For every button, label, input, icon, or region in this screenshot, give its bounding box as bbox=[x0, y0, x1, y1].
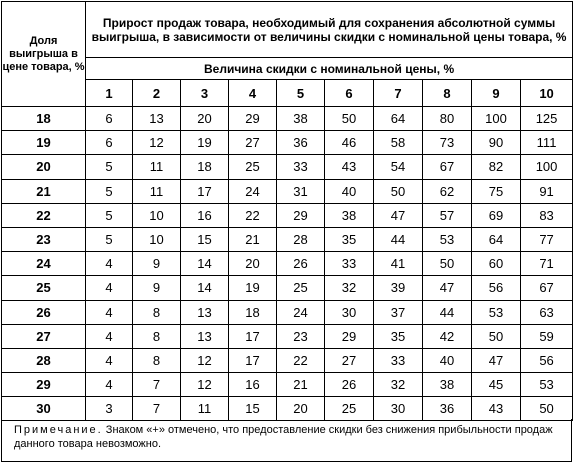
table-cell: 4 bbox=[86, 276, 133, 300]
table-cell: 90 bbox=[472, 131, 521, 155]
table-cell: 32 bbox=[374, 373, 423, 397]
table-cell: 14 bbox=[181, 252, 229, 276]
footnote-text: Знаком «+» отмечено, что предоставление скидки без снижения прибыльности продаж данного товара невозможно. bbox=[14, 424, 553, 450]
column-header: 4 bbox=[229, 80, 277, 107]
row-label: 20 bbox=[2, 155, 86, 179]
table-cell: 62 bbox=[423, 179, 472, 203]
table-cell: 50 bbox=[521, 397, 573, 421]
table-cell: 4 bbox=[86, 252, 133, 276]
table-cell: 43 bbox=[472, 397, 521, 421]
row-header: Доля выигрыша в цене товара, % bbox=[2, 2, 86, 107]
row-label: 27 bbox=[2, 324, 86, 348]
table-cell: 13 bbox=[133, 107, 181, 131]
table-cell: 29 bbox=[325, 324, 374, 348]
column-header: 7 bbox=[374, 80, 423, 107]
table-cell: 9 bbox=[133, 252, 181, 276]
table-cell: 80 bbox=[423, 107, 472, 131]
table-cell: 8 bbox=[133, 300, 181, 324]
table-row bbox=[2, 397, 573, 421]
table-cell: 50 bbox=[472, 324, 521, 348]
table-cell: 43 bbox=[325, 155, 374, 179]
table-cell: 25 bbox=[229, 155, 277, 179]
table-cell: 77 bbox=[521, 227, 573, 251]
footnote bbox=[1, 419, 572, 462]
table-row bbox=[2, 131, 573, 155]
footnote-prefix: Примечание. bbox=[14, 424, 103, 436]
table-cell: 35 bbox=[325, 227, 374, 251]
table-cell: 22 bbox=[229, 203, 277, 227]
table-cell: 91 bbox=[521, 179, 573, 203]
table-cell: 30 bbox=[325, 300, 374, 324]
row-label: 30 bbox=[2, 397, 86, 421]
table-cell: 18 bbox=[229, 300, 277, 324]
table-cell: 4 bbox=[86, 348, 133, 372]
table-row bbox=[2, 107, 573, 131]
table-cell: 14 bbox=[181, 276, 229, 300]
table-cell: 67 bbox=[423, 155, 472, 179]
table-cell: 17 bbox=[229, 324, 277, 348]
table-cell: 38 bbox=[277, 107, 325, 131]
table-cell: 32 bbox=[325, 276, 374, 300]
table-cell: 53 bbox=[472, 300, 521, 324]
table-cell: 67 bbox=[521, 276, 573, 300]
table-cell: 45 bbox=[472, 373, 521, 397]
table-row bbox=[2, 348, 573, 372]
column-header: 6 bbox=[325, 80, 374, 107]
table-cell: 64 bbox=[472, 227, 521, 251]
table-row bbox=[2, 203, 573, 227]
row-label: 26 bbox=[2, 300, 86, 324]
table-cell: 19 bbox=[229, 276, 277, 300]
table-cell: 9 bbox=[133, 276, 181, 300]
table-cell: 15 bbox=[229, 397, 277, 421]
table-cell: 46 bbox=[325, 131, 374, 155]
table-cell: 47 bbox=[472, 348, 521, 372]
table-cell: 83 bbox=[521, 203, 573, 227]
row-label: 19 bbox=[2, 131, 86, 155]
table-row bbox=[2, 155, 573, 179]
table-cell: 111 bbox=[521, 131, 573, 155]
column-header-row bbox=[2, 80, 573, 107]
table-cell: 82 bbox=[472, 155, 521, 179]
row-label: 23 bbox=[2, 227, 86, 251]
row-label: 25 bbox=[2, 276, 86, 300]
table-row bbox=[2, 300, 573, 324]
table-row bbox=[2, 227, 573, 251]
table-cell: 69 bbox=[472, 203, 521, 227]
table-cell: 17 bbox=[229, 348, 277, 372]
table-cell: 26 bbox=[325, 373, 374, 397]
column-header: 10 bbox=[521, 80, 573, 107]
table-cell: 15 bbox=[181, 227, 229, 251]
row-label: 21 bbox=[2, 179, 86, 203]
table-cell: 26 bbox=[277, 252, 325, 276]
table-cell: 36 bbox=[277, 131, 325, 155]
table-cell: 12 bbox=[181, 348, 229, 372]
table-cell: 13 bbox=[181, 324, 229, 348]
row-label: 29 bbox=[2, 373, 86, 397]
table-cell: 71 bbox=[521, 252, 573, 276]
table-cell: 24 bbox=[277, 300, 325, 324]
table-cell: 5 bbox=[86, 155, 133, 179]
column-header: 8 bbox=[423, 80, 472, 107]
table-cell: 56 bbox=[472, 276, 521, 300]
table-cell: 18 bbox=[181, 155, 229, 179]
table-cell: 7 bbox=[133, 397, 181, 421]
table-cell: 5 bbox=[86, 203, 133, 227]
table-cell: 64 bbox=[374, 107, 423, 131]
table-cell: 35 bbox=[374, 324, 423, 348]
table-cell: 40 bbox=[325, 179, 374, 203]
table-cell: 44 bbox=[423, 300, 472, 324]
table-cell: 4 bbox=[86, 300, 133, 324]
table-cell: 53 bbox=[521, 373, 573, 397]
table-cell: 58 bbox=[374, 131, 423, 155]
table-cell: 60 bbox=[472, 252, 521, 276]
table-cell: 4 bbox=[86, 373, 133, 397]
table-cell: 56 bbox=[521, 348, 573, 372]
table-cell: 40 bbox=[423, 348, 472, 372]
table-cell: 63 bbox=[521, 300, 573, 324]
table-cell: 47 bbox=[374, 203, 423, 227]
table-cell: 12 bbox=[181, 373, 229, 397]
table-cell: 50 bbox=[325, 107, 374, 131]
column-header: 3 bbox=[181, 80, 229, 107]
column-header: 9 bbox=[472, 80, 521, 107]
table-cell: 44 bbox=[374, 227, 423, 251]
table-cell: 12 bbox=[133, 131, 181, 155]
discount-sales-table bbox=[1, 1, 573, 421]
table-cell: 16 bbox=[229, 373, 277, 397]
table-cell: 36 bbox=[423, 397, 472, 421]
table-cell: 11 bbox=[181, 397, 229, 421]
table-cell: 54 bbox=[374, 155, 423, 179]
table-cell: 100 bbox=[472, 107, 521, 131]
table-cell: 41 bbox=[374, 252, 423, 276]
table-cell: 20 bbox=[277, 397, 325, 421]
table-cell: 33 bbox=[325, 252, 374, 276]
table-cell: 6 bbox=[86, 107, 133, 131]
table-cell: 100 bbox=[521, 155, 573, 179]
table-cell: 21 bbox=[229, 227, 277, 251]
table-row bbox=[2, 373, 573, 397]
table-cell: 50 bbox=[423, 252, 472, 276]
table-cell: 38 bbox=[325, 203, 374, 227]
row-label: 28 bbox=[2, 348, 86, 372]
table-cell: 53 bbox=[423, 227, 472, 251]
table-cell: 11 bbox=[133, 155, 181, 179]
table-subtitle: Величина скидки с номинальной цены, % bbox=[86, 58, 573, 80]
table-cell: 22 bbox=[277, 348, 325, 372]
table-cell: 31 bbox=[277, 179, 325, 203]
table-cell: 125 bbox=[521, 107, 573, 131]
table-cell: 30 bbox=[374, 397, 423, 421]
row-label: 18 bbox=[2, 107, 86, 131]
row-label: 24 bbox=[2, 252, 86, 276]
table-cell: 38 bbox=[423, 373, 472, 397]
column-header: 1 bbox=[86, 80, 133, 107]
table-title: Прирост продаж товара, необходимый для сохранения абсолютной суммы выигрыша, в зависимости от величины скидки с номинальной цены товара, % bbox=[86, 2, 573, 58]
table-cell: 20 bbox=[229, 252, 277, 276]
table-cell: 3 bbox=[86, 397, 133, 421]
table-cell: 27 bbox=[325, 348, 374, 372]
table-cell: 8 bbox=[133, 324, 181, 348]
table-cell: 73 bbox=[423, 131, 472, 155]
table-cell: 50 bbox=[374, 179, 423, 203]
table-cell: 25 bbox=[277, 276, 325, 300]
table-cell: 59 bbox=[521, 324, 573, 348]
table-cell: 37 bbox=[374, 300, 423, 324]
table-cell: 75 bbox=[472, 179, 521, 203]
table-cell: 23 bbox=[277, 324, 325, 348]
table-cell: 39 bbox=[374, 276, 423, 300]
table-cell: 33 bbox=[277, 155, 325, 179]
table-row bbox=[2, 179, 573, 203]
table-cell: 47 bbox=[423, 276, 472, 300]
table-body bbox=[2, 107, 573, 421]
table-cell: 17 bbox=[181, 179, 229, 203]
table-cell: 33 bbox=[374, 348, 423, 372]
table-cell: 20 bbox=[181, 107, 229, 131]
table-cell: 8 bbox=[133, 348, 181, 372]
table-cell: 6 bbox=[86, 131, 133, 155]
table-cell: 27 bbox=[229, 131, 277, 155]
table-cell: 29 bbox=[277, 203, 325, 227]
table-cell: 11 bbox=[133, 179, 181, 203]
table-row bbox=[2, 276, 573, 300]
table-row bbox=[2, 324, 573, 348]
table-cell: 24 bbox=[229, 179, 277, 203]
table-cell: 16 bbox=[181, 203, 229, 227]
table-cell: 7 bbox=[133, 373, 181, 397]
table-cell: 19 bbox=[181, 131, 229, 155]
row-label: 22 bbox=[2, 203, 86, 227]
table-cell: 57 bbox=[423, 203, 472, 227]
table-cell: 29 bbox=[229, 107, 277, 131]
table-cell: 5 bbox=[86, 179, 133, 203]
table-cell: 10 bbox=[133, 227, 181, 251]
table-cell: 28 bbox=[277, 227, 325, 251]
table-cell: 21 bbox=[277, 373, 325, 397]
table-cell: 4 bbox=[86, 324, 133, 348]
table-row bbox=[2, 252, 573, 276]
table-cell: 5 bbox=[86, 227, 133, 251]
column-header: 2 bbox=[133, 80, 181, 107]
table-cell: 42 bbox=[423, 324, 472, 348]
table-cell: 25 bbox=[325, 397, 374, 421]
column-header: 5 bbox=[277, 80, 325, 107]
table-cell: 13 bbox=[181, 300, 229, 324]
table-cell: 10 bbox=[133, 203, 181, 227]
